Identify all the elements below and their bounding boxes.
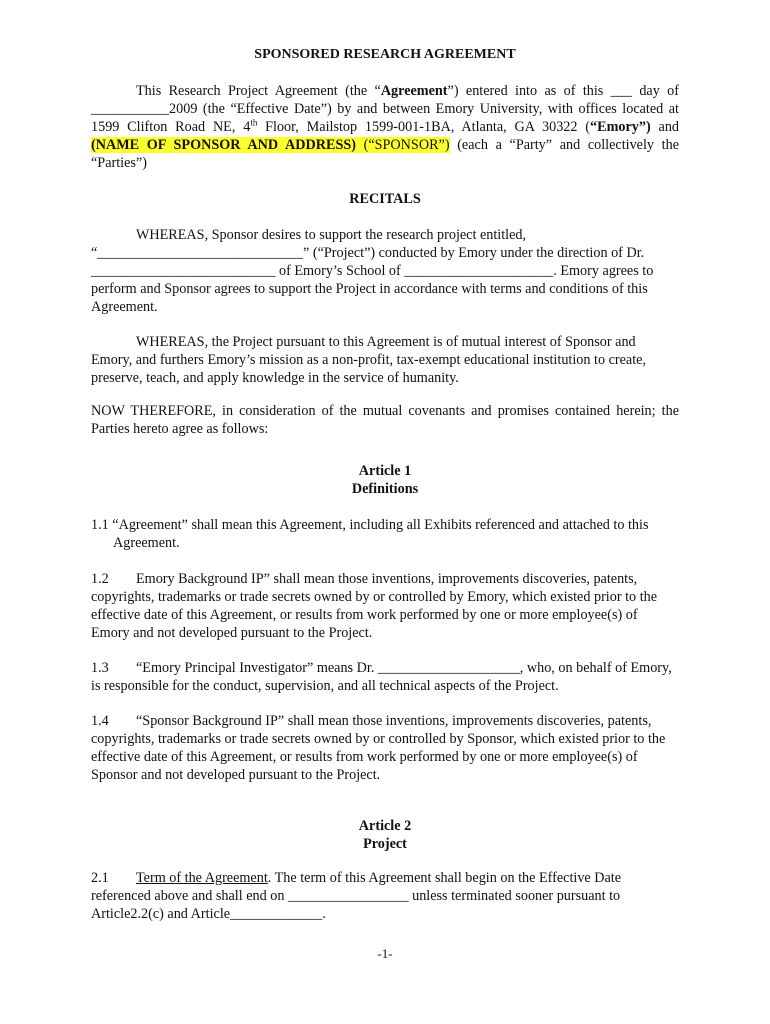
section-1-4 bbox=[91, 712, 679, 784]
section-text: “Emory Principal Investigator” means Dr. ____________________, who, on behalf of Emory, is responsible for the conduct, supervision, and all technical aspects of the Project. bbox=[91, 660, 672, 694]
page-number: -1- bbox=[377, 946, 393, 961]
emory-term: “Emory”) bbox=[590, 119, 651, 135]
section-number: 2.1 bbox=[91, 870, 109, 886]
section-text: . The term of this Agreement shall begin on the Effective Date referenced above and shall end on _________________ unless terminated sooner pursuant to Article2.2(c) and Article_____________. bbox=[91, 870, 622, 922]
article-1-subtitle: Definitions bbox=[351, 481, 419, 497]
recitals-heading: RECITALS bbox=[349, 191, 421, 207]
sponsor-name-placeholder: (NAME OF SPONSOR AND ADDRESS) bbox=[91, 137, 356, 153]
intro-text: (each a “Party” and collectively the “Parties”) bbox=[91, 137, 680, 171]
article-2-title: Article 2 bbox=[358, 818, 412, 834]
article-1-heading bbox=[0, 462, 770, 498]
document-title: SPONSORED RESEARCH AGREEMENT bbox=[254, 47, 516, 62]
intro-text: ”) entered into as of this ___ day of ___________2009 (the “Effective Date”) by and between Emory University, with offices located at 1599 Clifton Road NE, 4 bbox=[91, 83, 679, 135]
whereas-paragraph-2: WHEREAS, the Project pursuant to this Agreement is of mutual interest of Sponsor and Emory, and furthers Emory’s mission as a non-profit, tax-exempt educational institution to create, preserve, teach, and apply knowledge in the service of humanity. bbox=[91, 334, 647, 386]
sponsor-label: (“SPONSOR”) bbox=[355, 137, 450, 153]
now-therefore-paragraph: NOW THEREFORE, in consideration of the mutual covenants and promises contained herein; the Parties hereto agree as follows: bbox=[91, 403, 679, 437]
section-1-3 bbox=[91, 659, 679, 695]
section-number: 1.2 bbox=[91, 571, 109, 587]
section-term: Term of the Agreement bbox=[136, 870, 268, 886]
whereas-paragraph-1: WHEREAS, Sponsor desires to support the research project entitled, “_____________________________” (“Project”) conducted by Emory under the direction of Dr. __________________________ of Emory’s School of _____________________. Emory agrees to perform and Sponsor agrees to support the Project in accordance with terms and conditions of this Agreement. bbox=[91, 227, 654, 315]
section-1-2 bbox=[91, 570, 679, 642]
article-2-subtitle: Project bbox=[363, 836, 407, 852]
section-text: “Sponsor Background IP” shall mean those inventions, improvements discoveries, patents, copyrights, trademarks or trade secrets owned by or controlled by Sponsor, which existed prior to the effective date of this Agreement, or results from work performed by one or more employee(s) of Sponsor and not developed pursuant to the Project. bbox=[91, 713, 666, 783]
intro-text: This Research Project Agreement (the “ bbox=[136, 83, 381, 99]
article-1-title: Article 1 bbox=[358, 463, 412, 479]
section-1-1: 1.1 “Agreement” shall mean this Agreement, including all Exhibits referenced and attached to this Agreement. bbox=[91, 517, 649, 551]
intro-text: Floor, Mailstop 1599-001-1BA, Atlanta, GA 30322 ( bbox=[257, 119, 591, 135]
agreement-term: Agreement bbox=[380, 83, 448, 99]
section-number: 1.4 bbox=[91, 713, 109, 729]
section-2-1 bbox=[91, 869, 679, 923]
section-number: 1.3 bbox=[91, 660, 109, 676]
intro-paragraph bbox=[91, 82, 679, 172]
ordinal-suffix: th bbox=[250, 117, 258, 128]
intro-text: and bbox=[650, 119, 680, 135]
article-2-heading bbox=[0, 817, 770, 853]
section-text: Emory Background IP” shall mean those inventions, improvements discoveries, patents, copyrights, trademarks or trade secrets owned by or controlled by Emory, which existed prior to the effective date of this Agreement, or results from work performed by one or more employee(s) of Emory and not developed pursuant to the Project. bbox=[91, 571, 658, 641]
